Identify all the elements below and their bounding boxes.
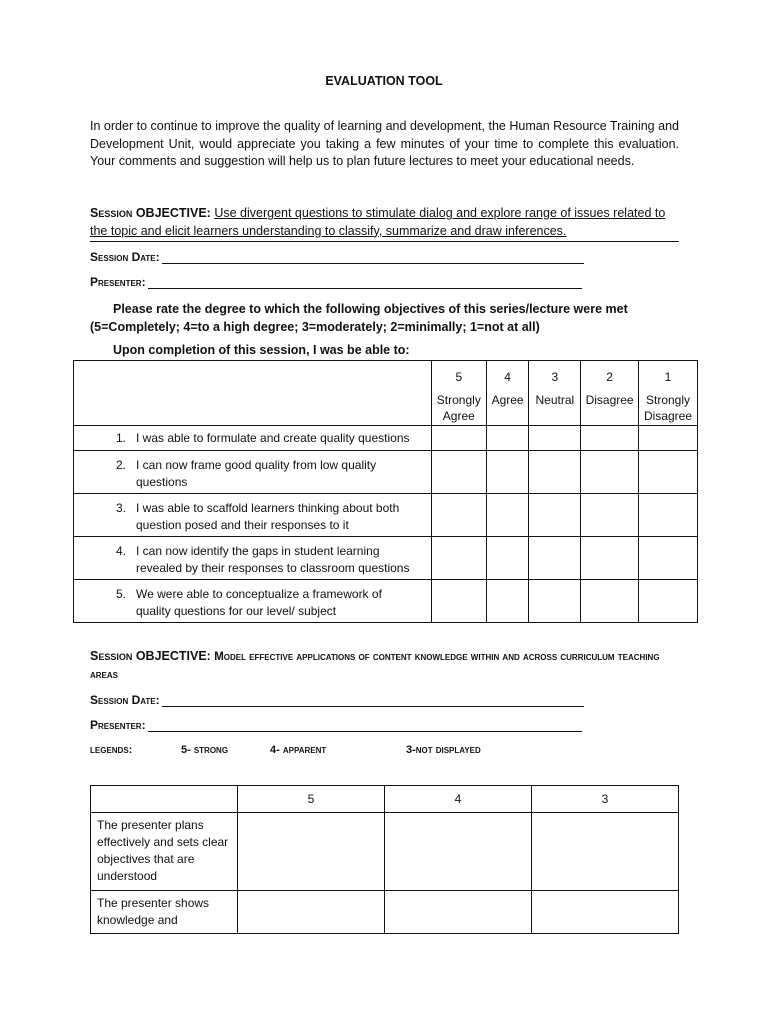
session-objective-2 bbox=[90, 648, 690, 684]
session-date-label: Session Date: bbox=[90, 250, 160, 264]
rating-cell[interactable] bbox=[486, 494, 529, 537]
presenter-label: Presenter: bbox=[90, 275, 146, 289]
rate-scale: (5=Completely; 4=to a high degree; 3=moderately; 2=minimally; 1=not at all) bbox=[90, 320, 540, 334]
table-row bbox=[74, 494, 698, 537]
session-date-field-1[interactable] bbox=[90, 250, 584, 264]
objective-label: Session OBJECTIVE: bbox=[90, 206, 211, 220]
rating-cell[interactable] bbox=[581, 451, 639, 494]
rating-instructions bbox=[90, 300, 690, 336]
item-cell: 4. I can now identify the gaps in student learning revealed by their responses to classroom questions bbox=[74, 537, 432, 580]
objective-label: Session OBJECTIVE: bbox=[90, 649, 211, 663]
header-col-2: 2 Disagree bbox=[581, 361, 639, 426]
rating-cell[interactable] bbox=[431, 426, 486, 451]
rating-cell[interactable] bbox=[532, 813, 679, 891]
intro-paragraph: In order to continue to improve the quality of learning and development, the Human Resource Training and Development Unit, would appreciate you taking a few minutes of your time to complete this evaluation. Your comments and suggestion will help us to plan future lectures to meet your educational needs. bbox=[90, 119, 679, 168]
rating-cell[interactable] bbox=[639, 580, 698, 623]
rating-cell[interactable] bbox=[529, 426, 581, 451]
header-col-3: 3 Neutral bbox=[529, 361, 581, 426]
session-objective-1 bbox=[90, 205, 679, 242]
objective-text: Model effective applications of content knowledge within and across curriculum teaching areas bbox=[90, 651, 660, 681]
rating-cell[interactable] bbox=[639, 494, 698, 537]
table-row bbox=[74, 451, 698, 494]
table-header-row bbox=[91, 786, 679, 813]
rating-cell[interactable] bbox=[486, 580, 529, 623]
legend-strong: 5- strong bbox=[181, 744, 229, 756]
table-row bbox=[74, 580, 698, 623]
presenter-field-1[interactable] bbox=[90, 275, 582, 289]
presenter-line[interactable] bbox=[148, 719, 582, 732]
presenter-rating-table bbox=[90, 785, 679, 934]
rating-cell[interactable] bbox=[486, 537, 529, 580]
objective-text: Use divergent questions to stimulate dialog and explore range of issues related to the topic and elicit learners understanding to classify, summarize and draw inferences. bbox=[90, 206, 666, 238]
rating-cell[interactable] bbox=[486, 451, 529, 494]
presenter-field-2[interactable] bbox=[90, 718, 582, 732]
table-row bbox=[74, 537, 698, 580]
rating-cell[interactable] bbox=[581, 426, 639, 451]
item-cell: 2. I can now frame good quality from low quality questions bbox=[74, 451, 432, 494]
table-row bbox=[91, 891, 679, 934]
page-title: EVALUATION TOOL bbox=[325, 74, 443, 88]
header-empty-cell bbox=[91, 786, 238, 813]
rating-cell[interactable] bbox=[431, 537, 486, 580]
legends-label: legends: bbox=[90, 744, 133, 756]
rating-cell[interactable] bbox=[581, 494, 639, 537]
legends bbox=[90, 744, 481, 756]
item-cell: 1. I was able to formulate and create quality questions bbox=[74, 426, 432, 451]
rating-cell[interactable] bbox=[639, 537, 698, 580]
rating-cell[interactable] bbox=[581, 537, 639, 580]
rating-cell[interactable] bbox=[581, 580, 639, 623]
rating-cell[interactable] bbox=[529, 451, 581, 494]
header-col-4: 4 bbox=[385, 786, 532, 813]
header-col-5: 5 bbox=[238, 786, 385, 813]
rating-cell[interactable] bbox=[529, 494, 581, 537]
rating-cell[interactable] bbox=[238, 813, 385, 891]
presenter-label: Presenter: bbox=[90, 718, 146, 732]
rating-cell[interactable] bbox=[486, 426, 529, 451]
session-date-label: Session Date: bbox=[90, 693, 160, 707]
header-col-3: 3 bbox=[532, 786, 679, 813]
rating-cell[interactable] bbox=[238, 891, 385, 934]
rating-cell[interactable] bbox=[529, 537, 581, 580]
rate-instruction: Please rate the degree to which the following objectives of this series/lecture were met bbox=[113, 302, 628, 316]
session-date-field-2[interactable] bbox=[90, 693, 584, 707]
header-empty-cell bbox=[74, 361, 432, 426]
rating-cell[interactable] bbox=[431, 451, 486, 494]
rating-cell[interactable] bbox=[431, 580, 486, 623]
criteria-cell: The presenter shows knowledge and bbox=[91, 891, 238, 934]
rating-cell[interactable] bbox=[639, 426, 698, 451]
rating-cell[interactable] bbox=[385, 891, 532, 934]
item-cell: 5. We were able to conceptualize a framework of quality questions for our level/ subject bbox=[74, 580, 432, 623]
session-date-line[interactable] bbox=[162, 251, 584, 264]
presenter-line[interactable] bbox=[148, 276, 582, 289]
completion-text: Upon completion of this session, I was be able to: bbox=[113, 343, 410, 357]
header-col-4: 4 Agree bbox=[486, 361, 529, 426]
table-header-row bbox=[74, 361, 698, 426]
rating-cell[interactable] bbox=[529, 580, 581, 623]
rating-cell[interactable] bbox=[431, 494, 486, 537]
rating-cell[interactable] bbox=[532, 891, 679, 934]
session-date-line[interactable] bbox=[162, 694, 584, 707]
table-row bbox=[91, 813, 679, 891]
table-row bbox=[74, 426, 698, 451]
header-col-5: 5 Strongly Agree bbox=[431, 361, 486, 426]
header-col-1: 1 Strongly Disagree bbox=[639, 361, 698, 426]
legend-not-displayed: 3-not displayed bbox=[406, 744, 481, 756]
rating-cell[interactable] bbox=[639, 451, 698, 494]
objectives-rating-table bbox=[73, 360, 698, 623]
item-cell: 3. I was able to scaffold learners thinking about both question posed and their responses to it bbox=[74, 494, 432, 537]
rating-cell[interactable] bbox=[385, 813, 532, 891]
legend-apparent: 4- apparent bbox=[270, 744, 327, 756]
criteria-cell: The presenter plans effectively and sets clear objectives that are understood bbox=[91, 813, 238, 891]
